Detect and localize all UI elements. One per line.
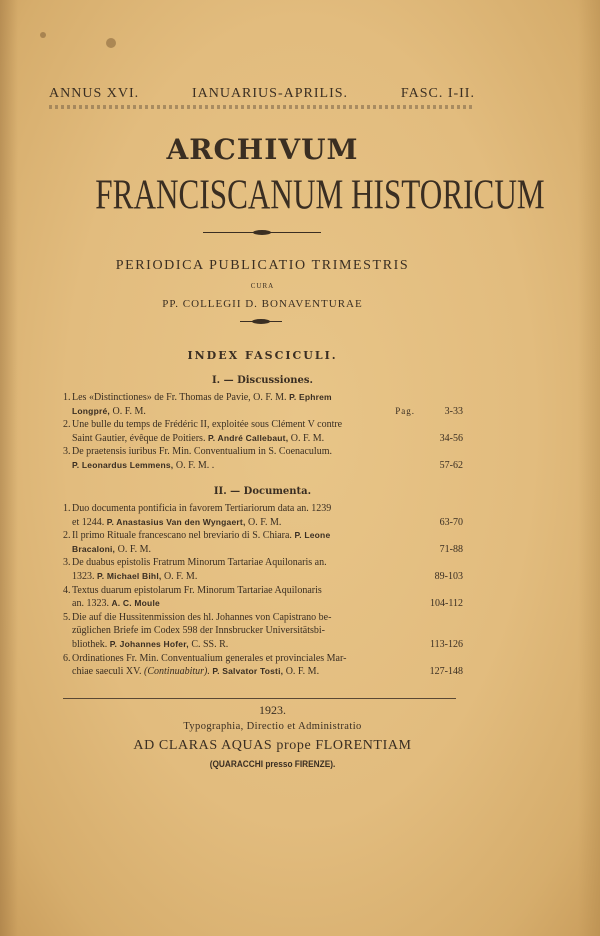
page-range: 34-56 <box>439 432 463 444</box>
cura-label: CURA <box>250 282 275 290</box>
wavy-rule <box>49 105 475 109</box>
index-entry: 4. Textus duarum epistolarum Fr. Minorum Tartariae Aquilonaris an. 1323. A. C. Moule 104-112 <box>63 584 463 610</box>
page-range: 127-148 <box>429 666 463 678</box>
foxing-spot <box>106 38 116 48</box>
page-range: 3-33 <box>444 405 463 417</box>
page-range: 63-70 <box>439 516 463 528</box>
page-range: 71-88 <box>439 543 463 555</box>
imprint-typographia: Typographia, Directio et Administratio <box>183 721 362 732</box>
page-range: 113-126 <box>430 638 463 650</box>
imprint-year: 1923. <box>259 703 286 717</box>
page-range: 104-112 <box>430 598 463 610</box>
index-entry: 5. Die auf die Hussitenmission des hl. Johannes von Capistrano be- züglichen Briefe im Codex 598 der Innsbrucker Universitätsbi- bliothek. P. Johannes Hofer, C. SS. R. 113-126 <box>63 611 463 650</box>
imprint-place: AD CLARAS AQUAS prope FLORENTIAM <box>133 738 412 753</box>
title-line-1: ARCHIVUM <box>166 133 359 166</box>
section-title-documenta: II. — Documenta. <box>213 486 312 497</box>
running-head <box>49 86 475 102</box>
ornament-rule-small <box>240 321 282 322</box>
index-entry: 6. Ordinationes Fr. Min. Conventualium generales et provinciales Mar- chiae saeculi XV. (Continuabitur). P. Salvator Tosti, O. F. M. 127-148 <box>63 652 463 678</box>
page-range: 57-62 <box>439 459 463 471</box>
index-entry: 2. Une bulle du temps de Frédéric II, exploitée sous Clément V contre Saint Gautier, évêque de Poitiers. P. André Callebaut, O. F. M. 34-56 <box>63 419 463 444</box>
section-entries-documenta <box>63 502 463 679</box>
paper-edge-shadow <box>578 0 600 936</box>
title-line-2: FRANCISCANUM HISTORICUM <box>95 170 545 219</box>
imprint-place-italian: (QUARACCHI presso FIRENZE). <box>209 759 336 769</box>
index-entry: 1. Duo documenta pontificia in favorem Tertiariorum data an. 1239 et 1244. P. Anastasius Van den Wyngaert, O. F. M. 63-70 <box>63 503 463 528</box>
foxing-spot <box>40 32 46 38</box>
index-entry: 1. Les «Distinctiones» de Fr. Thomas de Pavie, O. F. M. P. Ephrem Longpré, O. F. M. Pag. 3-33 <box>63 392 463 417</box>
months: IANUARIUS-APRILIS. <box>191 86 349 101</box>
index-entry: 3. De praetensis iuribus Fr. Min. Conventualium in S. Coenaculum. P. Leonardus Lemmens, O. F. M. . 57-62 <box>63 446 463 471</box>
fascicle: FASC. I-II. <box>400 86 475 101</box>
pag-label: Pag. <box>395 405 415 416</box>
ornament-rule <box>203 232 321 233</box>
editors: PP. COLLEGII D. BONAVENTURAE <box>162 298 363 310</box>
divider-rule <box>63 698 456 699</box>
index-title: INDEX FASCICULI. <box>187 349 338 362</box>
index-entry: 2. Il primo Rituale francescano nel breviario di S. Chiara. P. Leone Bracaloni, O. F. M. 71-88 <box>63 530 463 555</box>
section-title-discussiones: I. — Discussiones. <box>211 375 314 386</box>
index-entry: 3. De duabus epistolis Fratrum Minorum Tartariae Aquilonaris an. 1323. P. Michael Bihl, O. F. M. 89-103 <box>63 557 463 582</box>
annus: ANNUS XVI. <box>49 86 140 101</box>
subtitle: PERIODICA PUBLICATIO TRIMESTRIS <box>115 258 410 273</box>
section-entries-discussiones <box>63 391 463 473</box>
page-range: 89-103 <box>434 570 463 582</box>
